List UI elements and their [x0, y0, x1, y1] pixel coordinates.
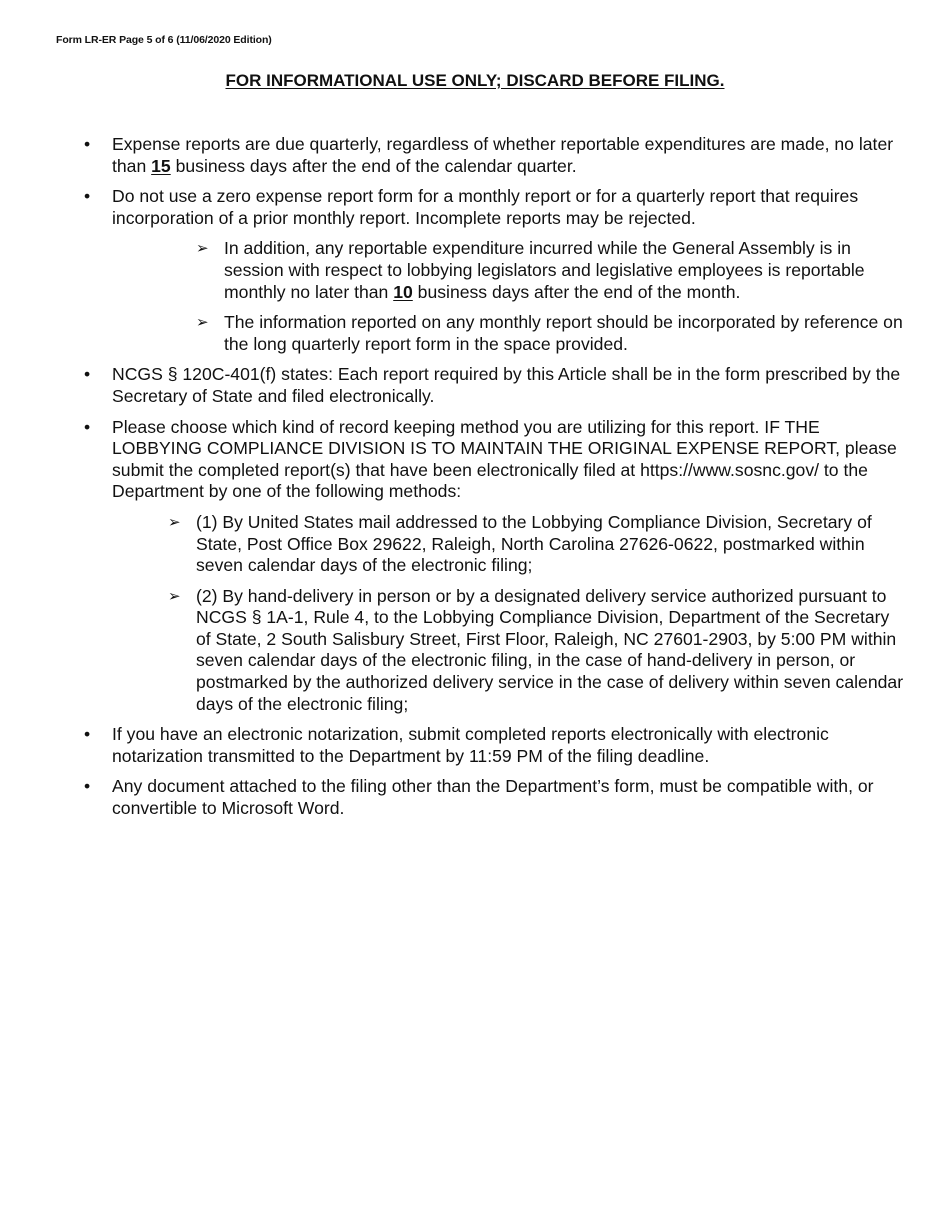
- item-text: Do not use a zero expense report form for a monthly report or for a quarterly report that requires incorporation of a prior monthly report. Incomplete reports may be rejected.: [112, 186, 859, 228]
- item-text: Please choose which kind of record keeping method you are utilizing for this report. IF THE LOBBYING COMPLIANCE DIVISION IS TO MAINTAIN THE ORIGINAL EXPENSE REPORT, please submit the completed report(s) that have been electronically filed at https://www.sosnc.gov/ to the Department by one of the following methods:: [112, 416, 897, 502]
- item-text-end: business days after the end of the calendar quarter.: [170, 155, 577, 176]
- item-text: If you have an electronic notarization, submit completed reports electronically with electronic notarization transmitted to the Department by 11:59 PM of the filing deadline.: [112, 724, 829, 766]
- bullet-icon: •: [84, 134, 91, 154]
- bullet-icon: •: [84, 364, 91, 385]
- list-item: [84, 364, 904, 407]
- form-identifier: Form LR-ER Page 5 of 6 (11/06/2020 Edition): [56, 34, 272, 46]
- item-text: NCGS § 120C-401(f) states: Each report required by this Article shall be in the form prescribed by the Secretary of State and filed electronically.: [112, 364, 901, 406]
- sub-list-item: [168, 585, 904, 716]
- list-item: [84, 724, 904, 767]
- arrow-bullet-icon: ➢: [168, 513, 181, 531]
- sub-item-text-end: business days after the end of the month.: [412, 281, 741, 302]
- list-item: [84, 417, 904, 716]
- sub-list-item: [196, 312, 904, 355]
- list-item: [84, 134, 904, 177]
- list-item: [84, 776, 904, 819]
- item-text: Any document attached to the filing other than the Department’s form, must be compatible with, or convertible to Microsoft Word.: [112, 776, 874, 819]
- arrow-bullet-icon: ➢: [196, 314, 209, 332]
- bullet-icon: •: [84, 416, 91, 437]
- bullet-icon: •: [84, 776, 91, 797]
- sub-item-text: (2) By hand-delivery in person or by a designated delivery service authorized pursuant to NCGS § 1A-1, Rule 4, to the Lobbying Compliance Division, Department of the Secretary of State, 2 South Salisbury Street, First Floor, Raleigh, NC 27601-2903, by 5:00 PM within seven calendar days of the electronic filing, in the case of hand-delivery in person, or postmarked by the authorized delivery service in the case of delivery within seven calendar days of the electronic filing;: [196, 585, 904, 714]
- instructions-list: [84, 134, 904, 829]
- item-text: Expense reports are due quarterly, regardless of whether reportable expenditures are made, no later than: [112, 134, 894, 176]
- arrow-bullet-icon: ➢: [196, 240, 209, 258]
- monthly-days-value: 10: [393, 281, 413, 302]
- list-item: [84, 186, 904, 355]
- bullet-icon: •: [84, 724, 91, 745]
- sub-list-item: [196, 238, 904, 303]
- informational-notice: FOR INFORMATIONAL USE ONLY; DISCARD BEFORE FILING.: [225, 71, 725, 90]
- due-days-value: 15: [151, 155, 171, 176]
- sub-item-text: (1) By United States mail addressed to the Lobbying Compliance Division, Secretary of State, Post Office Box 29622, Raleigh, North Carolina 27626-0622, postmarked within seven calendar days of the electronic filing;: [196, 511, 872, 576]
- arrow-bullet-icon: ➢: [168, 587, 181, 605]
- bullet-icon: •: [84, 186, 91, 207]
- sub-item-text: In addition, any reportable expenditure incurred while the General Assembly is in session with respect to lobbying legislators and legislative employees is reportable monthly no later than: [224, 238, 865, 302]
- sub-list-item: [168, 511, 904, 577]
- sub-item-text: The information reported on any monthly report should be incorporated by reference on the long quarterly report form in the space provided.: [224, 312, 903, 354]
